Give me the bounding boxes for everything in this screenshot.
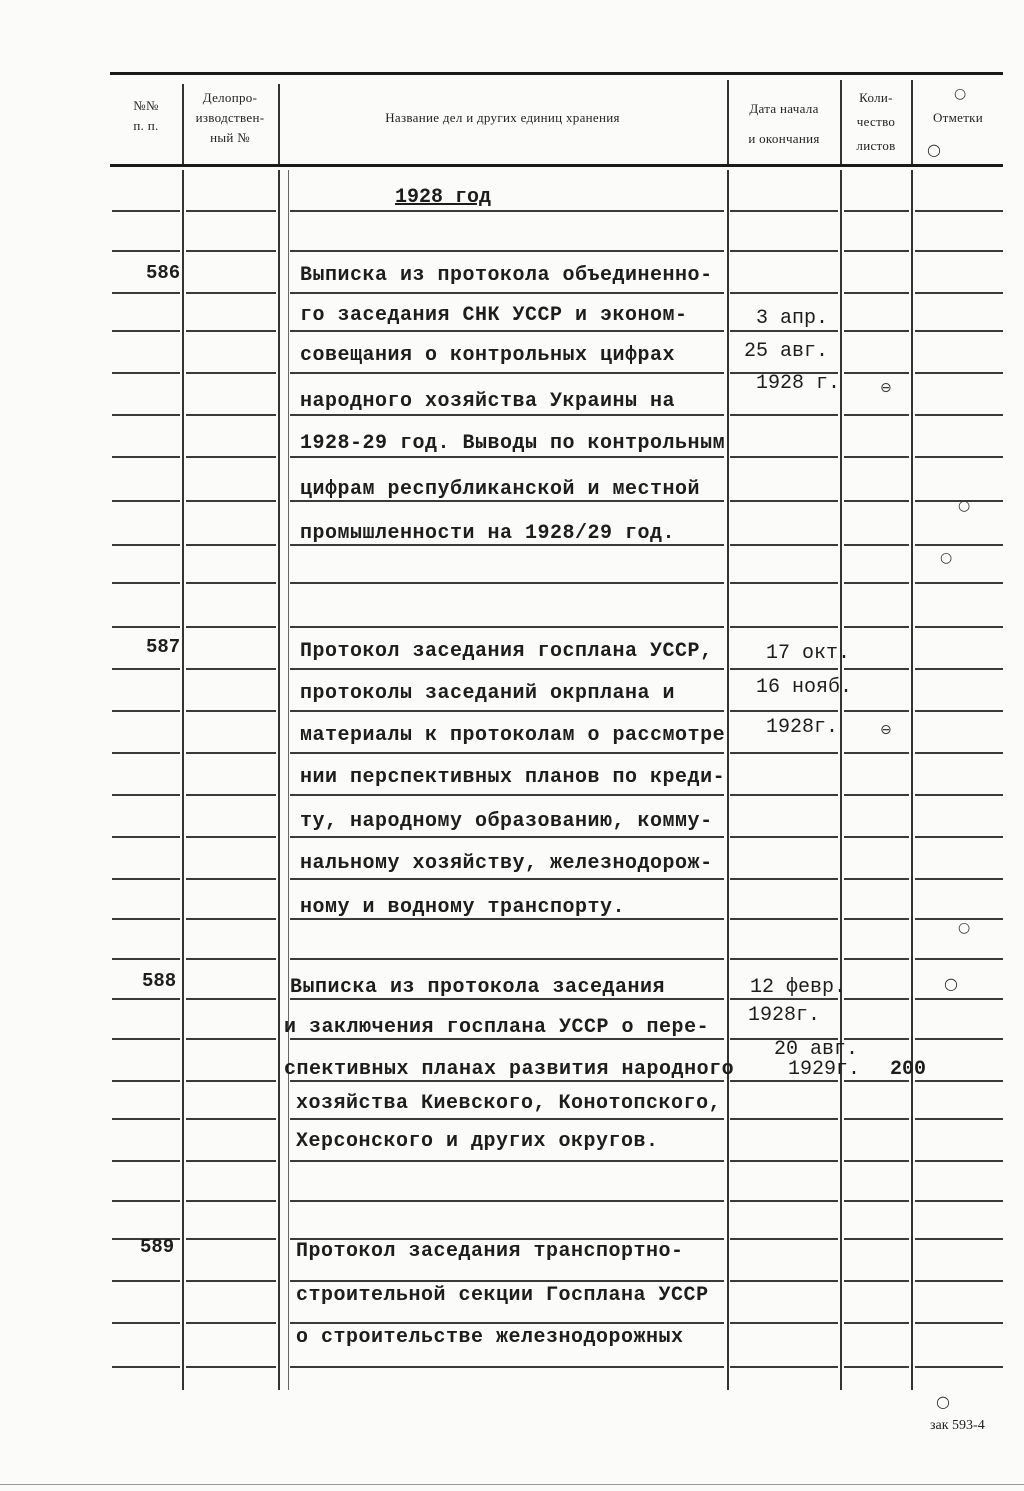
entry-title-line: 1928-29 год. Выводы по контрольным xyxy=(300,432,726,455)
row-rule xyxy=(915,210,1003,212)
row-rule xyxy=(186,1280,276,1282)
row-rule xyxy=(844,210,909,212)
header-col-office-number xyxy=(184,88,276,148)
entry-date-year: 1928 г. xyxy=(756,372,841,395)
page-bottom-edge xyxy=(0,1484,1024,1485)
row-rule xyxy=(290,292,724,294)
row-rule xyxy=(844,1200,909,1202)
row-rule xyxy=(844,752,909,754)
row-rule xyxy=(730,1160,838,1162)
row-rule xyxy=(186,1118,276,1120)
punch-hole-icon: ○ xyxy=(944,974,958,993)
punch-hole-icon: ○ xyxy=(940,550,953,566)
row-rule xyxy=(915,626,1003,628)
row-rule xyxy=(730,794,838,796)
row-rule xyxy=(186,250,276,252)
header-text: и окончания xyxy=(748,131,820,146)
entry-title-line: протоколы заседаний окрплана и xyxy=(300,682,676,705)
row-rule xyxy=(112,456,180,458)
row-rule xyxy=(915,998,1003,1000)
row-rule xyxy=(290,836,724,838)
punch-hole-icon: ○ xyxy=(936,1392,950,1411)
row-rule xyxy=(186,372,276,374)
row-rule xyxy=(186,544,276,546)
row-rule xyxy=(915,372,1003,374)
row-rule xyxy=(844,500,909,502)
header-text: Дата начала xyxy=(749,101,819,116)
row-rule xyxy=(730,878,838,880)
row-rule xyxy=(730,544,838,546)
row-rule xyxy=(844,414,909,416)
entry-title-line: Херсонского и других округов. xyxy=(296,1130,659,1153)
row-rule xyxy=(186,210,276,212)
entry-title-line: промышленности на 1928/29 год. xyxy=(300,522,676,545)
row-rule xyxy=(915,1080,1003,1082)
entry-title-line: нальному хозяйству, железнодорож- xyxy=(300,852,713,875)
row-rule xyxy=(112,918,180,920)
row-rule xyxy=(844,582,909,584)
row-rule xyxy=(112,1366,180,1368)
row-rule xyxy=(730,710,838,712)
row-rule xyxy=(112,210,180,212)
header-bottom-rule xyxy=(110,164,1003,167)
row-rule xyxy=(186,1038,276,1040)
row-rule xyxy=(915,794,1003,796)
row-rule xyxy=(730,1118,838,1120)
row-rule xyxy=(844,626,909,628)
row-rule xyxy=(290,1200,724,1202)
entry-number: 587 xyxy=(146,636,181,658)
header-col-number xyxy=(112,96,180,136)
row-rule xyxy=(112,500,180,502)
punch-hole-icon: ○ xyxy=(927,140,941,159)
row-rule xyxy=(844,1322,909,1324)
entry-title-line: цифрам республиканской и местной xyxy=(300,478,701,501)
row-rule xyxy=(290,878,724,880)
entry-title-line: спективных планах развития народного xyxy=(284,1058,735,1081)
row-rule xyxy=(186,1238,276,1240)
row-rule xyxy=(844,1366,909,1368)
row-rule xyxy=(112,1200,180,1202)
row-rule xyxy=(844,1118,909,1120)
header-text: п. п. xyxy=(133,118,159,133)
row-rule xyxy=(112,668,180,670)
entry-title-line: Протокол заседания транспортно- xyxy=(296,1240,684,1263)
entry-title-line: ту, народному образованию, комму- xyxy=(300,810,713,833)
row-rule xyxy=(186,710,276,712)
row-rule xyxy=(730,836,838,838)
row-rule xyxy=(112,582,180,584)
row-rule xyxy=(112,752,180,754)
row-rule xyxy=(186,1080,276,1082)
row-rule xyxy=(915,1038,1003,1040)
punch-hole-icon: ○ xyxy=(958,498,971,514)
row-rule xyxy=(915,1366,1003,1368)
row-rule xyxy=(112,372,180,374)
row-rule xyxy=(112,958,180,960)
row-rule xyxy=(915,330,1003,332)
row-rule xyxy=(186,626,276,628)
row-rule xyxy=(730,456,838,458)
column-divider xyxy=(288,170,289,1390)
row-rule xyxy=(730,626,838,628)
entry-title-line: Выписка из протокола заседания xyxy=(290,976,666,999)
entry-title-line: Выписка из протокола объединенно- xyxy=(300,264,713,287)
row-rule xyxy=(844,544,909,546)
row-rule xyxy=(844,1280,909,1282)
row-rule xyxy=(290,372,724,374)
entry-date-year: 1928г. xyxy=(766,716,839,739)
row-rule xyxy=(290,582,724,584)
row-rule xyxy=(915,1160,1003,1162)
row-rule xyxy=(730,752,838,754)
row-rule xyxy=(915,456,1003,458)
entry-number: 588 xyxy=(142,970,177,992)
column-divider xyxy=(727,170,729,1390)
column-divider xyxy=(840,170,842,1390)
punch-hole-icon: ○ xyxy=(954,86,967,102)
row-rule xyxy=(844,292,909,294)
row-rule xyxy=(730,210,838,212)
row-rule xyxy=(112,878,180,880)
row-rule xyxy=(844,456,909,458)
row-rule xyxy=(290,1160,724,1162)
row-rule xyxy=(112,1160,180,1162)
row-rule xyxy=(186,836,276,838)
row-rule xyxy=(186,1366,276,1368)
entry-date-end: 16 нояб. xyxy=(756,676,853,699)
row-rule xyxy=(844,794,909,796)
row-rule xyxy=(915,1280,1003,1282)
header-col-notes: Отметки xyxy=(932,110,984,125)
row-rule xyxy=(915,414,1003,416)
punch-hole-icon: ○ xyxy=(958,920,971,936)
entry-date-start: 17 окт. xyxy=(766,642,851,665)
entry-title-line: хозяйства Киевского, Конотопского, xyxy=(296,1092,722,1115)
entry-number: 586 xyxy=(146,262,181,284)
entry-date-start: 3 апр. xyxy=(756,307,829,330)
row-rule xyxy=(730,414,838,416)
row-rule xyxy=(186,794,276,796)
row-rule xyxy=(915,292,1003,294)
row-rule xyxy=(112,626,180,628)
row-rule xyxy=(915,958,1003,960)
row-rule xyxy=(915,668,1003,670)
row-rule xyxy=(844,1238,909,1240)
row-rule xyxy=(112,710,180,712)
entry-date-start-year: 1928г. xyxy=(748,1004,821,1027)
entry-title-line: строительной секции Госплана УССР xyxy=(296,1284,709,1307)
entry-number: 589 xyxy=(140,1236,175,1258)
row-rule xyxy=(844,1160,909,1162)
row-rule xyxy=(915,1118,1003,1120)
row-rule xyxy=(844,998,909,1000)
row-rule xyxy=(186,1200,276,1202)
header-col-dates xyxy=(729,94,839,154)
row-rule xyxy=(112,998,180,1000)
entry-title-line: о строительстве железнодорожных xyxy=(296,1326,684,1349)
row-rule xyxy=(844,878,909,880)
column-divider xyxy=(911,170,913,1390)
row-rule xyxy=(844,918,909,920)
row-rule xyxy=(730,918,838,920)
section-year-heading: 1928 год xyxy=(395,186,492,209)
row-rule xyxy=(112,836,180,838)
row-rule xyxy=(915,250,1003,252)
row-rule xyxy=(730,668,838,670)
header-col-sheets xyxy=(842,86,910,158)
row-rule xyxy=(290,958,724,960)
row-rule xyxy=(844,668,909,670)
row-rule xyxy=(915,752,1003,754)
row-rule xyxy=(730,1280,838,1282)
row-rule xyxy=(730,250,838,252)
row-rule xyxy=(112,1118,180,1120)
column-divider xyxy=(278,170,280,1390)
row-rule xyxy=(112,1280,180,1282)
row-rule xyxy=(915,1322,1003,1324)
entry-title-line: Протокол заседания госплана УССР, xyxy=(300,640,713,663)
row-rule xyxy=(730,1322,838,1324)
row-rule xyxy=(290,1280,724,1282)
header-text: чество xyxy=(856,114,896,129)
row-rule xyxy=(730,1238,838,1240)
entry-date-start: 12 февр. xyxy=(750,976,847,999)
row-rule xyxy=(186,998,276,1000)
row-rule xyxy=(186,582,276,584)
row-rule xyxy=(186,752,276,754)
row-rule xyxy=(915,878,1003,880)
row-rule xyxy=(290,626,724,628)
row-rule xyxy=(112,1038,180,1040)
row-rule xyxy=(290,456,724,458)
row-rule xyxy=(730,292,838,294)
header-text: Делопро- xyxy=(202,90,258,105)
row-rule xyxy=(844,250,909,252)
row-rule xyxy=(186,456,276,458)
row-rule xyxy=(915,836,1003,838)
row-rule xyxy=(290,250,724,252)
row-rule xyxy=(915,710,1003,712)
entry-date-end-year: 1929г. xyxy=(788,1058,861,1081)
row-rule xyxy=(290,1322,724,1324)
row-rule xyxy=(844,330,909,332)
row-rule xyxy=(730,330,838,332)
entry-date-end: 20 авг. xyxy=(774,1038,859,1061)
row-rule xyxy=(112,250,180,252)
dash-mark-icon: ⊖ xyxy=(880,722,892,738)
row-rule xyxy=(730,1366,838,1368)
row-rule xyxy=(915,1238,1003,1240)
column-divider xyxy=(182,170,184,1390)
header-text: ный № xyxy=(210,130,250,145)
row-rule xyxy=(290,668,724,670)
entry-title-line: нии перспективных планов по креди- xyxy=(300,766,726,789)
row-rule xyxy=(112,1322,180,1324)
row-rule xyxy=(112,544,180,546)
header-text: №№ xyxy=(133,98,159,113)
row-rule xyxy=(186,500,276,502)
entry-title-line: ному и водному транспорту. xyxy=(300,896,626,919)
entry-title-line: го заседания СНК УССР и эконом- xyxy=(300,304,688,327)
row-rule xyxy=(186,668,276,670)
row-rule xyxy=(186,878,276,880)
row-rule xyxy=(290,210,724,212)
header-text: листов xyxy=(856,138,896,153)
dash-mark-icon: ⊖ xyxy=(880,380,892,396)
row-rule xyxy=(290,794,724,796)
row-rule xyxy=(844,836,909,838)
row-rule xyxy=(290,710,724,712)
row-rule xyxy=(290,752,724,754)
row-rule xyxy=(112,794,180,796)
row-rule xyxy=(186,414,276,416)
row-rule xyxy=(844,958,909,960)
entry-title-line: материалы к протоколам о рассмотре xyxy=(300,724,726,747)
row-rule xyxy=(915,544,1003,546)
row-rule xyxy=(290,330,724,332)
row-rule xyxy=(186,1322,276,1324)
row-rule xyxy=(290,414,724,416)
row-rule xyxy=(844,710,909,712)
entry-title-line: и заключения госплана УССР о пере- xyxy=(284,1016,710,1039)
row-rule xyxy=(915,582,1003,584)
header-col-title: Название дел и других единиц хранения xyxy=(385,110,620,125)
row-rule xyxy=(112,1080,180,1082)
row-rule xyxy=(730,582,838,584)
row-rule xyxy=(186,1160,276,1162)
row-rule xyxy=(290,1118,724,1120)
entry-date-end: 25 авг. xyxy=(744,340,829,363)
row-rule xyxy=(730,1200,838,1202)
header-text: изводствен- xyxy=(195,110,265,125)
row-rule xyxy=(730,958,838,960)
entry-sheet-count: 200 xyxy=(890,1058,927,1081)
row-rule xyxy=(112,330,180,332)
order-mark: зак 593-4 xyxy=(930,1418,985,1433)
row-rule xyxy=(186,330,276,332)
row-rule xyxy=(844,372,909,374)
row-rule xyxy=(186,918,276,920)
row-rule xyxy=(730,500,838,502)
row-rule xyxy=(112,414,180,416)
row-rule xyxy=(112,292,180,294)
entry-title-line: совещания о контрольных цифрах xyxy=(300,344,676,367)
header-text: Коли- xyxy=(859,90,893,105)
row-rule xyxy=(186,292,276,294)
row-rule xyxy=(915,1200,1003,1202)
entry-title-line: народного хозяйства Украины на xyxy=(300,390,676,413)
row-rule xyxy=(186,958,276,960)
header-top-rule xyxy=(110,72,1003,75)
row-rule xyxy=(290,1366,724,1368)
